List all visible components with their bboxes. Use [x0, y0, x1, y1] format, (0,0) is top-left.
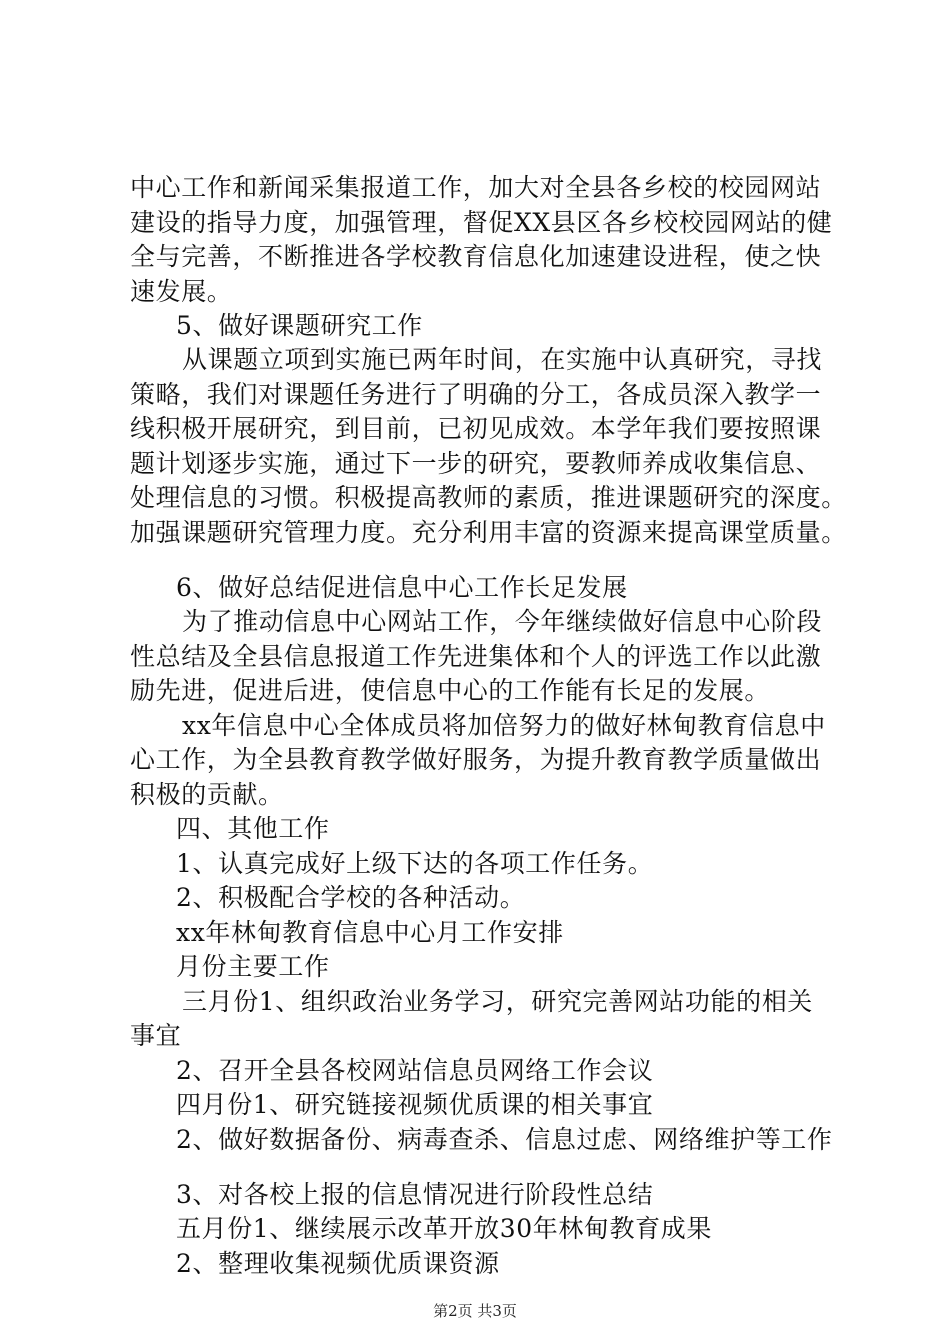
body-line: 处理信息的习惯。积极提高教师的素质，推进课题研究的深度。 [130, 483, 847, 512]
body-line: 中心工作和新闻采集报道工作，加大对全县各乡校的校园网站 [130, 173, 822, 202]
section-heading: 5、做好课题研究工作 [176, 311, 423, 340]
body-line: 全与完善，不断推进各学校教育信息化加速建设进程，使之快 [130, 242, 822, 271]
list-item: 1、认真完成好上级下达的各项工作任务。 [176, 849, 654, 878]
body-line: xx年信息中心全体成员将加倍努力的做好林甸教育信息中 [182, 711, 826, 740]
schedule-title: xx年林甸教育信息中心月工作安排 [176, 918, 564, 947]
body-line: 题计划逐步实施，通过下一步的研究，要教师养成收集信息、 [130, 449, 822, 478]
schedule-row: 3、对各校上报的信息情况进行阶段性总结 [176, 1180, 654, 1209]
body-line: 速发展。 [130, 277, 233, 306]
body-line: 加强课题研究管理力度。充分利用丰富的资源来提高课堂质量。 [130, 518, 847, 547]
schedule-row: 2、整理收集视频优质课资源 [176, 1249, 500, 1278]
body-line: 建设的指导力度，加强管理，督促XX县区各乡校校园网站的健 [130, 208, 833, 237]
schedule-row: 五月份1、继续展示改革开放30年林甸教育成果 [176, 1214, 712, 1243]
schedule-row: 事宜 [130, 1021, 182, 1050]
body-line: 策略，我们对课题任务进行了明确的分工，各成员深入教学一 [130, 380, 822, 409]
schedule-row: 2、做好数据备份、病毒查杀、信息过虑、网络维护等工作 [176, 1125, 833, 1154]
body-line: 心工作，为全县教育教学做好服务，为提升教育教学质量做出 [130, 745, 822, 774]
body-line: 线积极开展研究，到目前，已初见成效。本学年我们要按照课 [130, 414, 822, 443]
schedule-row: 四月份1、研究链接视频优质课的相关事宜 [176, 1090, 654, 1119]
body-line: 性总结及全县信息报道工作先进集体和个人的评选工作以此激 [130, 642, 822, 671]
body-line: 励先进，促进后进，使信息中心的工作能有长足的发展。 [130, 676, 771, 705]
schedule-row: 2、召开全县各校网站信息员网络工作会议 [176, 1056, 654, 1085]
schedule-row: 三月份1、组织政治业务学习，研究完善网站功能的相关 [182, 987, 813, 1016]
body-line: 从课题立项到实施已两年时间，在实施中认真研究，寻找 [182, 345, 823, 374]
page-number-footer: 第2页 共3页 [433, 1302, 517, 1320]
list-item: 2、积极配合学校的各种活动。 [176, 883, 526, 912]
body-line: 为了推动信息中心网站工作，今年继续做好信息中心阶段 [182, 607, 823, 636]
schedule-header: 月份主要工作 [176, 952, 330, 981]
section-heading: 6、做好总结促进信息中心工作长足发展 [176, 573, 628, 602]
section-heading: 四、其他工作 [176, 814, 330, 843]
body-line: 积极的贡献。 [130, 780, 284, 809]
